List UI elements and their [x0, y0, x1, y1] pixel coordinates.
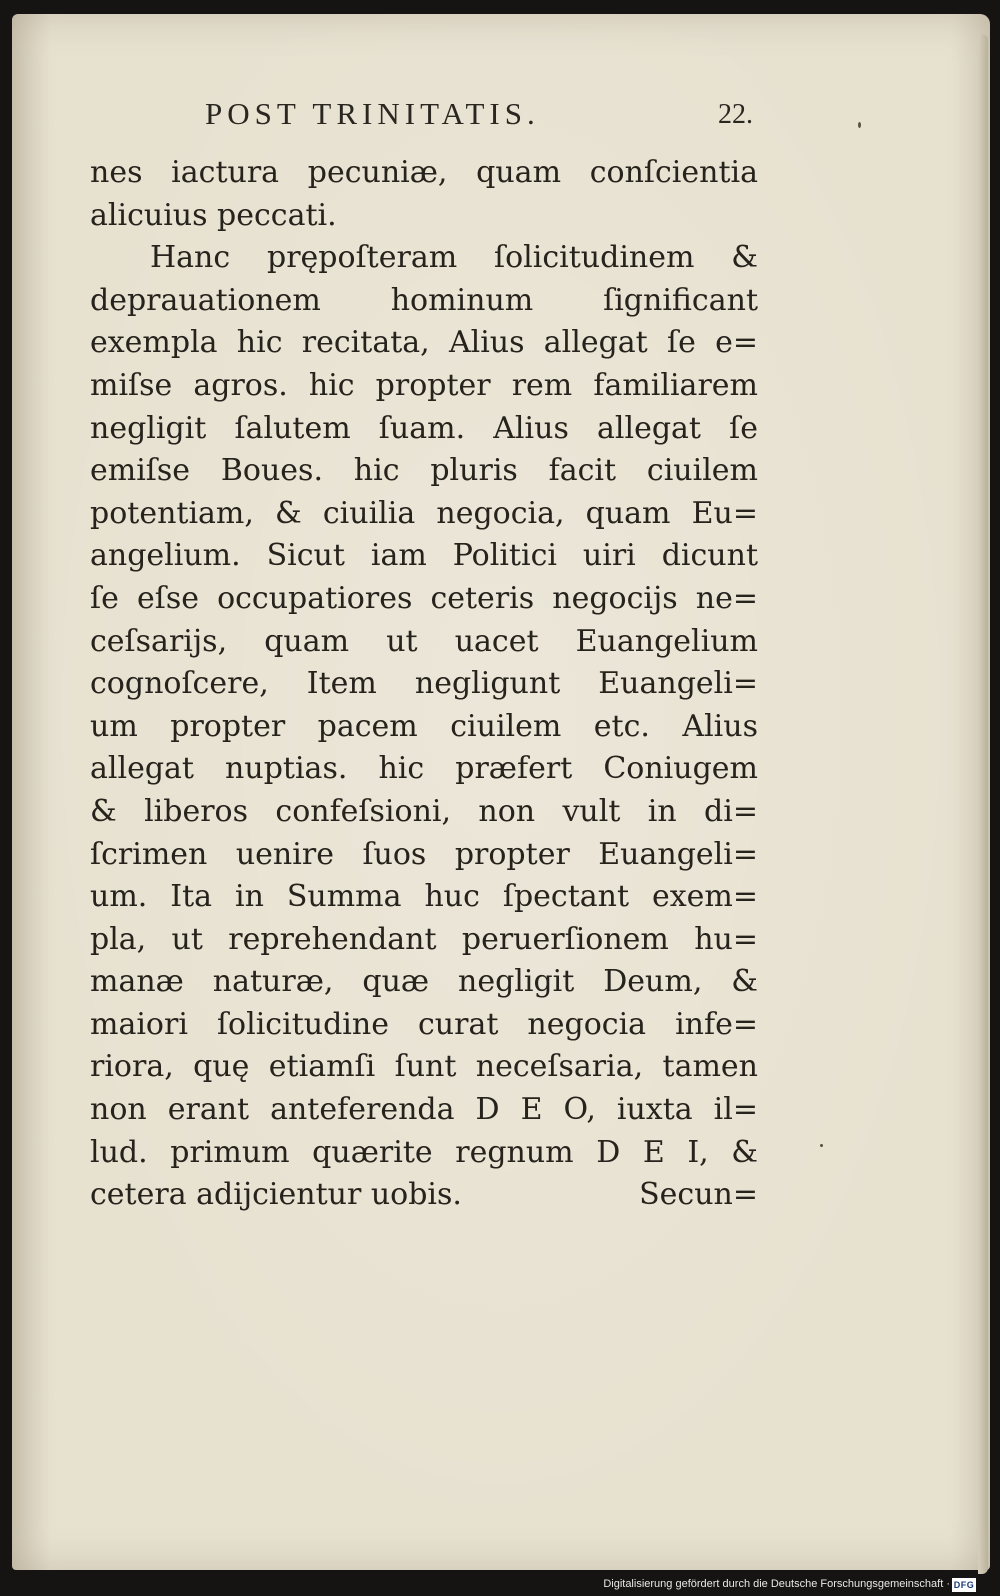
text-line: riora, quę etiamſi ſunt neceſsaria, tamen [90, 1049, 758, 1085]
text-line: pla, ut reprehendant peruerſionem hu= [90, 921, 758, 957]
text-line: allegat nuptias. hic præfert Coniugem [90, 751, 758, 787]
text-line: um. Ita in Summa huc ſpectant exem= [90, 879, 758, 915]
text-line: um propter pacem ciuilem etc. Alius [90, 708, 758, 744]
text-line: ſcrimen uenire ſuos propter Euangeli= [90, 836, 758, 872]
text-line-final [90, 1174, 758, 1217]
text-line: & liberos confeſsioni, non vult in di= [90, 793, 758, 829]
text-line: cetera adijcientur uobis. [90, 1177, 462, 1213]
dfg-logo: DFG [953, 1580, 975, 1590]
catchword: Secun= [639, 1177, 758, 1213]
text-line: Hanc prępoſteram ſolicitudinem & [150, 240, 758, 276]
text-line: maiori ſolicitudine curat negocia infe= [90, 1006, 758, 1042]
text-line: manæ naturæ, quæ negligit Deum, & [90, 964, 758, 1000]
text-line: negligit ſalutem ſuam. Alius allegat ſe [90, 410, 758, 446]
running-title: POST TRINITATIS. [205, 96, 540, 131]
text-line: lud. primum quærite regnum D E I, & [90, 1134, 758, 1170]
body-text [90, 152, 758, 1217]
page-number: 22. [718, 99, 753, 130]
text-line: exempla hic recitata, Alius allegat ſe e= [90, 325, 758, 361]
paper-speck [820, 1144, 823, 1147]
digitization-credit: Digitalisierung gefördert durch die Deutsche Forschungsgemeinschaft · [603, 1578, 950, 1590]
text-line: ceſsarijs, quam ut uacet Euangelium [90, 623, 758, 659]
text-line: potentiam, & ciuilia negocia, quam Eu= [90, 495, 758, 531]
page-edge [978, 34, 988, 1574]
text-line: alicuius peccati. [90, 197, 337, 233]
text-line: nes iactura pecuniæ, quam conſcientia [90, 155, 758, 190]
paper-speck [858, 122, 861, 128]
text-line: angelium. Sicut iam Politici uiri dicunt [90, 538, 758, 574]
text-line: emiſse Boues. hic pluris facit ciuilem [90, 453, 758, 489]
text-line: deprauationem hominum ſignificant [90, 282, 758, 318]
text-line: non erant anteferenda D E O, iuxta il= [90, 1092, 758, 1128]
text-line: miſse agros. hic propter rem familiarem [90, 367, 758, 403]
text-line: ſe eſse occupatiores ceteris negocijs ne= [90, 580, 758, 616]
text-line: cognoſcere, Item negligunt Euangeli= [90, 666, 758, 702]
